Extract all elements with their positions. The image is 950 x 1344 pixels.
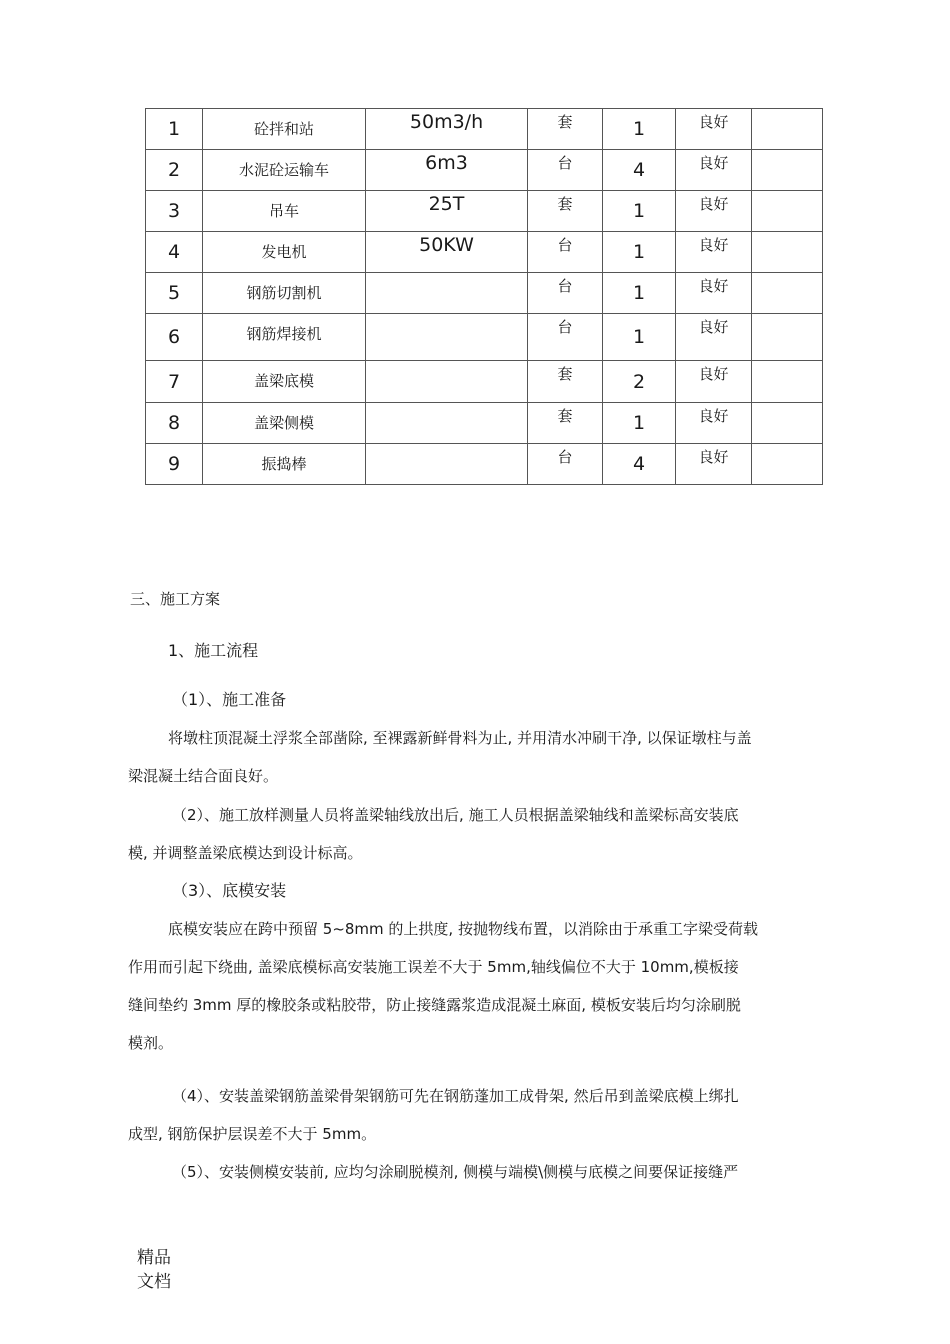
- equipment-name: 钢筋切割机: [203, 273, 366, 314]
- item2-line1: （2）、施工放样测量人员将盖梁轴线放出后, 施工人员根据盖梁轴线和盖梁标高安装底: [172, 806, 739, 824]
- equipment-qty: 2: [603, 361, 676, 403]
- remarks-cell: [752, 109, 823, 150]
- equipment-name: 砼拌和站: [203, 109, 366, 150]
- table-row: [146, 361, 823, 403]
- remarks-cell: [752, 232, 823, 273]
- equipment-qty: 1: [603, 273, 676, 314]
- equipment-spec: [366, 361, 528, 403]
- remarks-cell: [752, 191, 823, 232]
- equipment-name: 盖梁侧模: [203, 403, 366, 444]
- remarks-cell: [752, 361, 823, 403]
- row-number: 9: [146, 444, 203, 485]
- row-number: 8: [146, 403, 203, 444]
- remarks-cell: [752, 273, 823, 314]
- row-number: 6: [146, 314, 203, 361]
- remarks-cell: [752, 314, 823, 361]
- footer-line2: 文档: [137, 1272, 171, 1292]
- table-row: [146, 191, 823, 232]
- equipment-unit: 台: [528, 314, 603, 361]
- equipment-name: 振捣棒: [203, 444, 366, 485]
- equipment-spec: 50m3/h: [366, 109, 528, 150]
- equipment-spec: [366, 444, 528, 485]
- item2-line2: 模, 并调整盖梁底模达到设计标高。: [128, 844, 363, 862]
- equipment-condition: 良好: [676, 191, 752, 232]
- table-row: [146, 273, 823, 314]
- equipment-unit: 台: [528, 444, 603, 485]
- equipment-name: 水泥砼运输车: [203, 150, 366, 191]
- equipment-unit: 台: [528, 273, 603, 314]
- item3-line2: 作用而引起下绕曲, 盖梁底模标高安装施工误差不大于 5mm,轴线偏位不大于 10mm,模板接: [128, 958, 739, 976]
- equipment-spec: 50KW: [366, 232, 528, 273]
- equipment-qty: 4: [603, 444, 676, 485]
- equipment-spec: 6m3: [366, 150, 528, 191]
- equipment-qty: 4: [603, 150, 676, 191]
- item3-line3: 缝间垫约 3mm 厚的橡胶条或粘胶带，防止接缝露浆造成混凝土麻面, 模板安装后均匀涂刷脱: [128, 996, 741, 1014]
- equipment-table: [145, 108, 823, 485]
- table-row: [146, 232, 823, 273]
- item1-body-line2: 梁混凝土结合面良好。: [128, 767, 279, 785]
- equipment-unit: 台: [528, 232, 603, 273]
- equipment-qty: 1: [603, 314, 676, 361]
- item3-title: （3）、底模安装: [172, 881, 287, 900]
- row-number: 4: [146, 232, 203, 273]
- item4-line1: （4）、安装盖梁钢筋盖梁骨架钢筋可先在钢筋蓬加工成骨架, 然后吊到盖梁底模上绑扎: [172, 1087, 739, 1105]
- equipment-name: 发电机: [203, 232, 366, 273]
- equipment-condition: 良好: [676, 273, 752, 314]
- equipment-condition: 良好: [676, 403, 752, 444]
- equipment-spec: [366, 314, 528, 361]
- footer-line1: 精品: [137, 1248, 171, 1268]
- equipment-qty: 1: [603, 191, 676, 232]
- subsection-heading: 1、施工流程: [168, 641, 259, 660]
- remarks-cell: [752, 150, 823, 191]
- equipment-qty: 1: [603, 403, 676, 444]
- footer-watermark: [137, 1246, 171, 1294]
- equipment-condition: 良好: [676, 232, 752, 273]
- equipment-qty: 1: [603, 232, 676, 273]
- item5-line1: （5）、安装侧模安装前, 应均匀涂刷脱模剂, 侧模与端模\侧模与底模之间要保证接缝严: [172, 1163, 739, 1181]
- equipment-unit: 套: [528, 361, 603, 403]
- equipment-unit: 套: [528, 109, 603, 150]
- row-number: 1: [146, 109, 203, 150]
- equipment-name: 吊车: [203, 191, 366, 232]
- equipment-name: 钢筋焊接机: [203, 314, 366, 361]
- item3-line1: 底模安装应在跨中预留 5~8mm 的上拱度, 按抛物线布置，以消除由于承重工字梁受荷载: [168, 920, 758, 938]
- item1-title: （1）、施工准备: [172, 690, 287, 709]
- equipment-unit: 台: [528, 150, 603, 191]
- equipment-spec: [366, 273, 528, 314]
- equipment-name: 盖梁底模: [203, 361, 366, 403]
- equipment-condition: 良好: [676, 444, 752, 485]
- row-number: 5: [146, 273, 203, 314]
- item1-body-line1: 将墩柱顶混凝土浮浆全部凿除, 至裸露新鲜骨料为止, 并用清水冲刷干净, 以保证墩柱与盖: [168, 729, 752, 747]
- item3-line4: 模剂。: [128, 1034, 174, 1052]
- row-number: 3: [146, 191, 203, 232]
- table-row: [146, 444, 823, 485]
- equipment-spec: [366, 403, 528, 444]
- item4-line2: 成型, 钢筋保护层误差不大于 5mm。: [128, 1125, 377, 1143]
- section-heading: 三、施工方案: [130, 590, 221, 608]
- equipment-spec: 25T: [366, 191, 528, 232]
- table-row: [146, 150, 823, 191]
- row-number: 2: [146, 150, 203, 191]
- equipment-condition: 良好: [676, 314, 752, 361]
- remarks-cell: [752, 403, 823, 444]
- equipment-condition: 良好: [676, 150, 752, 191]
- equipment-table-body: [146, 109, 823, 485]
- row-number: 7: [146, 361, 203, 403]
- table-row: [146, 314, 823, 361]
- equipment-unit: 套: [528, 403, 603, 444]
- table-row: [146, 109, 823, 150]
- equipment-unit: 套: [528, 191, 603, 232]
- remarks-cell: [752, 444, 823, 485]
- equipment-qty: 1: [603, 109, 676, 150]
- equipment-condition: 良好: [676, 109, 752, 150]
- equipment-condition: 良好: [676, 361, 752, 403]
- table-row: [146, 403, 823, 444]
